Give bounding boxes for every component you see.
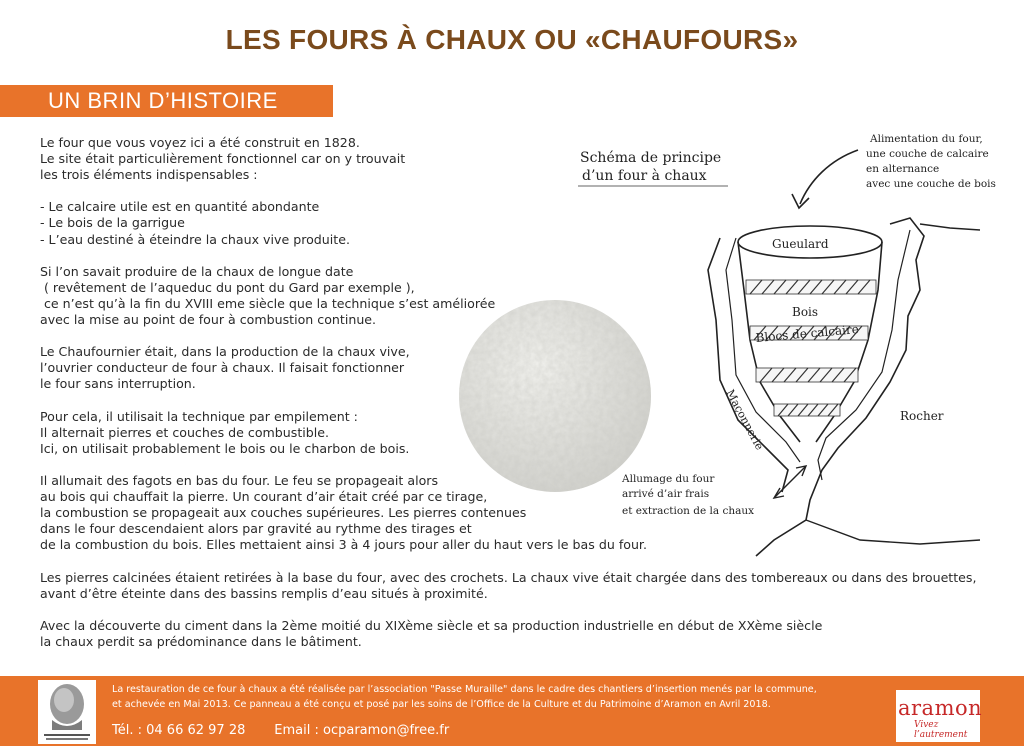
office-culture-logo <box>38 680 96 744</box>
feed-label-1: Alimentation du four, <box>870 133 983 145</box>
ground-line-top <box>920 224 980 230</box>
history-line: Le four que vous voyez ici a été construit en 1828. <box>40 135 360 150</box>
history-line: ( revêtement de l’aqueduc du pont du Gard par exemple ), <box>40 279 415 295</box>
history-line: l’ouvrier conducteur de four à chaux. Il faisait fonctionner <box>40 360 405 376</box>
section-heading: UN BRIN D’HISTOIRE <box>48 88 278 113</box>
history-line: Il alternait pierres et couches de combustible. <box>40 424 330 440</box>
history-line: le four sans interruption. <box>40 376 196 392</box>
history-line: avec la mise au point de four à combustion continue. <box>40 312 377 328</box>
feed-arrow <box>800 150 858 204</box>
maconnerie-label: Maçonnerie <box>723 387 767 453</box>
calcaire-label: Blocs de calcaire <box>755 322 860 345</box>
aramon-logo-tagline: Vivez l’autrement <box>914 720 968 740</box>
aramon-logo-name: aramon <box>898 696 983 720</box>
page-title: LES FOURS À CHAUX OU «CHAUFOURS» <box>225 24 799 55</box>
gueulard-label: Gueulard <box>772 237 829 251</box>
rock-wall <box>756 218 924 556</box>
history-line: avant d’être éteinte dans des bassins remplis d’eau situés à proximité. <box>40 585 488 601</box>
feed-label-3: en alternance <box>866 163 940 175</box>
ignite-label-1: Allumage du four <box>622 473 715 485</box>
layer-bands <box>746 280 876 416</box>
rocher-label: Rocher <box>900 409 944 423</box>
history-line: au bois qui chauffait la pierre. Un courant d’air était créé par ce tirage, <box>40 489 488 505</box>
section-heading-band <box>0 85 333 117</box>
history-line: - L’eau destiné à éteindre la chaux vive produite. <box>40 231 350 247</box>
footer-credit-line1: La restauration de ce four à chaux a été réalisée par l’association "Passe Muraille" dans le cadre des chantiers d’insertion menés par la commune, <box>112 684 817 695</box>
feed-label-2: une couche de calcaire <box>866 148 989 160</box>
lime-kiln-diagram <box>560 120 1024 560</box>
diagram-title-line1: Schéma de principe <box>580 150 722 166</box>
masonry-wall-right-inner <box>818 230 910 480</box>
air-arrow-line <box>774 466 806 498</box>
history-line <box>40 602 977 618</box>
history-line: Avec la découverte du ciment dans la 2ème moitié du XIXème siècle et sa production industrielle en début de XXème siècle <box>40 617 823 633</box>
bois-label: Bois <box>792 305 819 319</box>
history-line: Les pierres calcinées étaient retirées à la base du four, avec des crochets. La chaux vive était chargée dans des tombereaux ou dans des brouettes, <box>40 569 977 585</box>
history-line: Le site était particulièrement fonctionnel car on y trouvait <box>40 151 406 167</box>
aramon-logo <box>896 690 983 742</box>
history-line: - Le calcaire utile est en quantité abondante <box>40 199 320 215</box>
history-line: Pour cela, il utilisait la technique par empilement : <box>40 408 358 424</box>
history-line: dans le four descendaient alors par gravité au rythme des tirages et <box>40 521 472 537</box>
history-line: les trois éléments indispensables : <box>40 167 258 183</box>
history-line: - Le bois de la garrigue <box>40 215 185 231</box>
diagram-title-line2: d’un four à chaux <box>582 168 707 184</box>
history-line: Le Chaufournier était, dans la production de la chaux vive, <box>40 344 410 360</box>
footer-credits <box>112 683 872 712</box>
history-line: Si l’on savait produire de la chaux de longue date <box>40 263 354 279</box>
history-line: ce n’est qu’à la fin du XVIII eme siècle que la technique s’est améliorée <box>40 295 496 311</box>
history-line: la combustion se propageait aux couches supérieures. Les pierres contenues <box>40 505 527 521</box>
masonry-wall-left <box>708 238 788 492</box>
ignite-label-2: arrivé d’air frais <box>622 488 710 500</box>
history-line: Il allumait des fagots en bas du four. Le feu se propageait alors <box>40 472 439 488</box>
feed-label-4: avec une couche de bois <box>866 178 996 190</box>
ground-line-bottom <box>806 520 980 544</box>
footer-credit-line2: et achevée en Mai 2013. Ce panneau a été conçu et posé par les soins de l’Office de la Culture et du Patrimoine d’Aramon en Avril 2018. <box>112 698 771 710</box>
history-line: la chaux perdit sa prédominance dans le bâtiment. <box>40 633 362 649</box>
history-line: de la combustion du bois. Elles mettaient ainsi 3 à 4 jours pour aller du haut vers le bas du four. <box>40 537 647 553</box>
history-line: Ici, on utilisait probablement le bois ou le charbon de bois. <box>40 440 410 456</box>
ignite-label-3: et extraction de la chaux <box>622 505 755 517</box>
footer-contact: Tél. : 04 66 62 97 28 Email : ocparamon@free.fr <box>112 723 450 738</box>
